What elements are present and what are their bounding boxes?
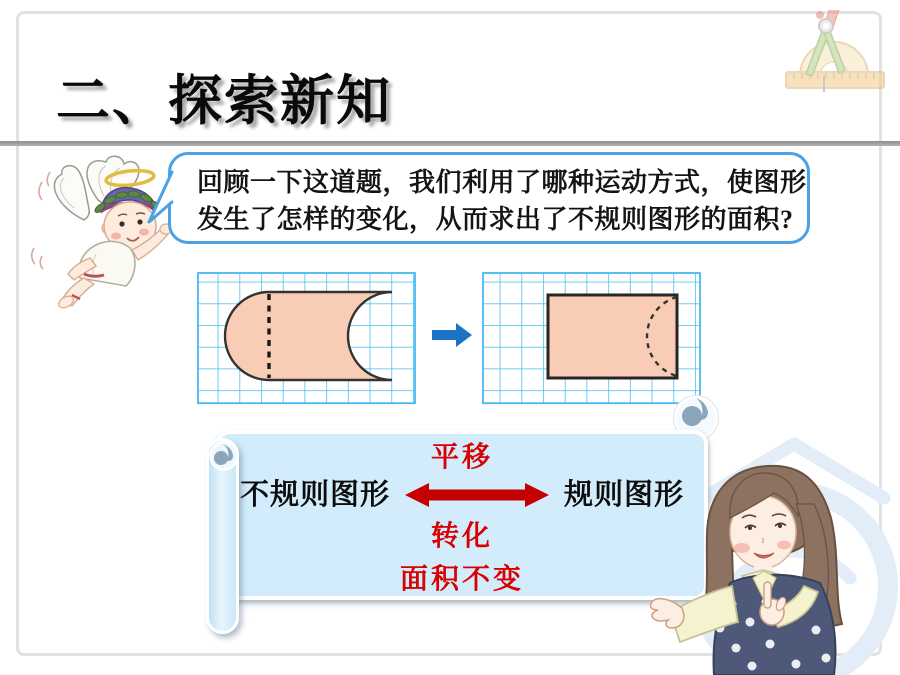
banner-irregular-shape-label: 不规则图形 [239,479,390,511]
regular-shape-grid-diagram [478,260,704,406]
blue-right-arrow-icon [430,320,474,350]
page-title: 二、探索新知 [56,71,392,131]
speech-bubble-tail [146,170,174,228]
speech-bubble-line-1: 回顾一下这道题，我们利用了哪种运动方式，使图形 [197,168,807,197]
scroll-curl-left-icon [208,440,240,472]
speech-bubble [168,152,810,244]
banner-regular-shape-label: 规则图形 [564,479,685,511]
banner-translation-label: 平移 [430,442,493,473]
teacher-girl-icon [650,452,885,675]
red-double-arrow-icon [402,480,552,510]
title-divider [0,141,900,146]
drawing-tools-icon [772,10,887,98]
banner-transform-label: 转化 [430,521,493,552]
speech-bubble-line-2: 发生了怎样的变化，从而求出了不规则图形的面积? [197,205,794,234]
banner-area-unchanged-label: 面积不变 [399,564,524,595]
irregular-shape-grid-diagram [196,260,418,406]
scroll-banner [216,430,708,600]
